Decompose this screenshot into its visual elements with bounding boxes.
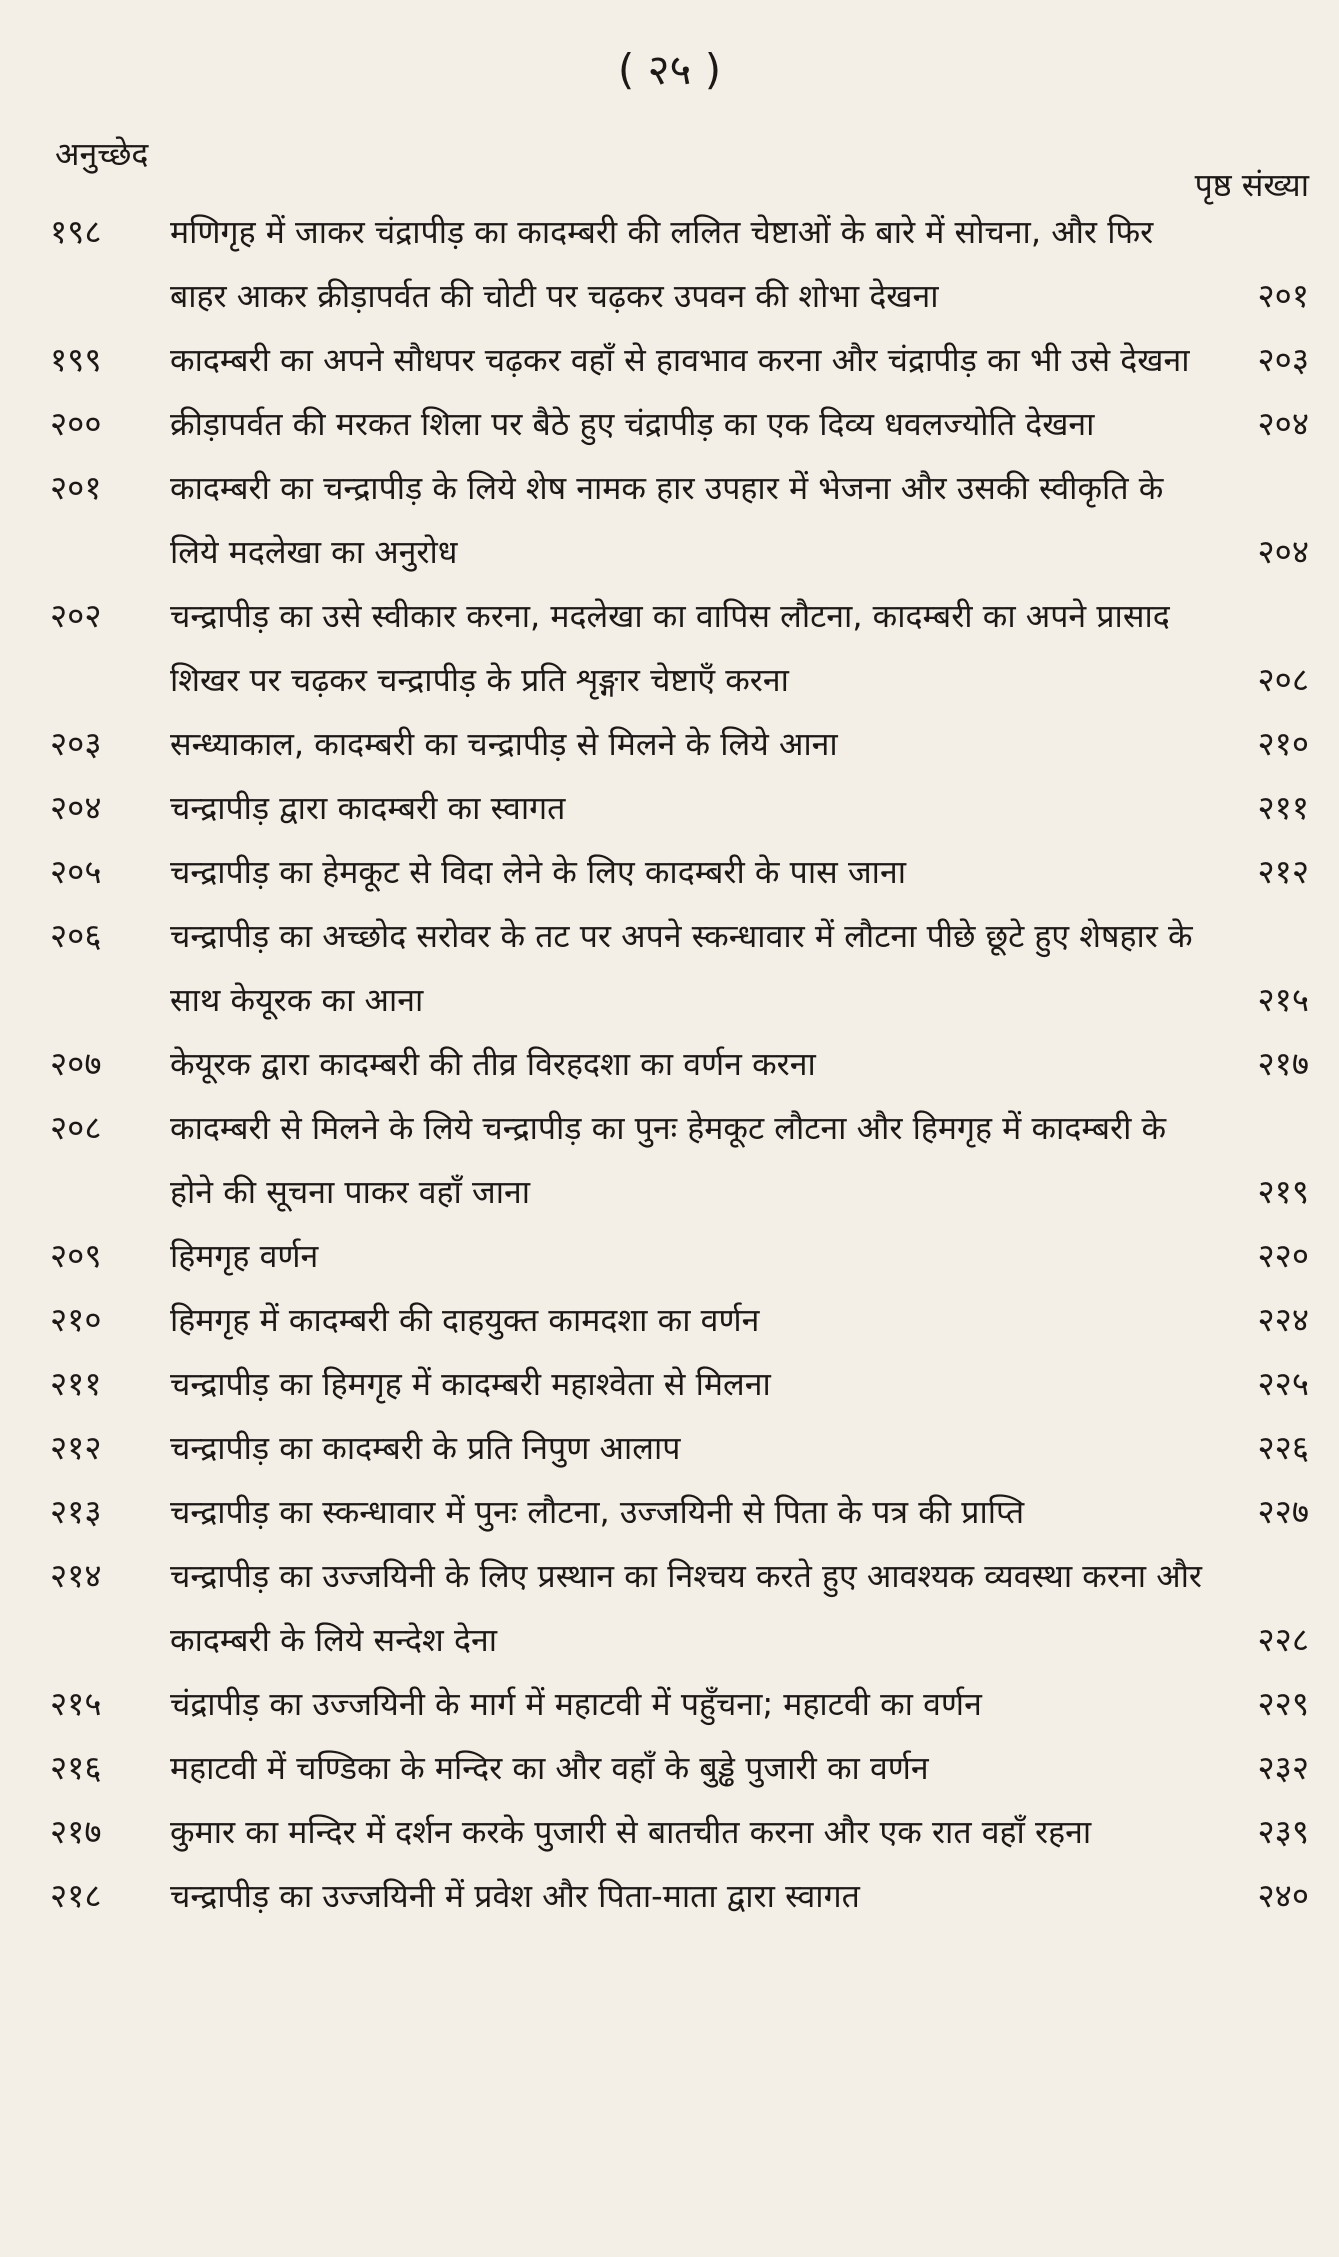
entry-title: क्रीड़ापर्वत की मरकत शिला पर बैठे हुए चंद्रापीड़ का एक दिव्य धवलज्योति देखना xyxy=(170,405,1095,443)
entry-page-number: २२४ xyxy=(1257,1300,1309,1339)
toc-entry xyxy=(0,1736,1339,1800)
entry-title: हिमगृह में कादम्बरी की दाहयुक्त कामदशा का वर्णन xyxy=(170,1301,760,1339)
entry-title: कुमार का मन्दिर में दर्शन करके पुजारी से बातचीत करना और एक रात वहाँ रहना xyxy=(170,1813,1092,1851)
entry-title: चन्द्रापीड़ का अच्छोद सरोवर के तट पर अपने स्कन्धावार में लौटना पीछे छूटे हुए शेषहार के साथ केयूरक का आना xyxy=(170,917,1193,1019)
entry-number: २०० xyxy=(50,404,102,443)
toc-entry xyxy=(0,1800,1339,1864)
toc-entry xyxy=(0,1032,1339,1096)
entry-number: २०४ xyxy=(50,788,102,827)
entry-page-number: २०३ xyxy=(1257,340,1309,379)
entry-number: २१४ xyxy=(50,1556,102,1595)
toc-entry xyxy=(0,1096,1339,1224)
entry-page-number: २४० xyxy=(1257,1876,1309,1915)
entry-page-number: २२६ xyxy=(1257,1428,1309,1467)
entry-number: २१५ xyxy=(50,1684,102,1723)
entry-title: कादम्बरी का चन्द्रापीड़ के लिये शेष नामक हार उपहार में भेजना और उसकी स्वीकृति के लिये मदलेखा का अनुरोध xyxy=(170,469,1164,571)
toc-entry xyxy=(0,392,1339,456)
entry-number: २०७ xyxy=(50,1044,102,1083)
entry-title: चन्द्रापीड़ का कादम्बरी के प्रति निपुण आलाप xyxy=(170,1429,681,1467)
toc-entry xyxy=(0,904,1339,1032)
entry-page-number: २०४ xyxy=(1257,532,1309,571)
entry-page-number: २२५ xyxy=(1257,1364,1309,1403)
entry-page-number: २०८ xyxy=(1257,660,1309,699)
toc-entry xyxy=(0,456,1339,584)
entry-page-number: २१२ xyxy=(1257,852,1309,891)
page-number: ( २५ ) xyxy=(617,45,722,94)
entry-title: चन्द्रापीड़ का हेमकूट से विदा लेने के लिए कादम्बरी के पास जाना xyxy=(170,853,907,891)
entry-title: चन्द्रापीड़ का हिमगृह में कादम्बरी महाश्वेता से मिलना xyxy=(170,1365,771,1403)
entry-number: २०१ xyxy=(50,468,102,507)
entry-number: २०८ xyxy=(50,1108,102,1147)
entry-page-number: २०४ xyxy=(1257,404,1309,443)
entry-number: २०२ xyxy=(50,596,102,635)
entry-page-number: २११ xyxy=(1257,788,1309,827)
table-of-contents xyxy=(0,200,1339,1928)
toc-entry xyxy=(0,776,1339,840)
entry-page-number: २२७ xyxy=(1257,1492,1309,1531)
entry-number: १९८ xyxy=(50,212,102,251)
entry-number: २११ xyxy=(50,1364,102,1403)
entry-number: २१७ xyxy=(50,1812,102,1851)
entry-title: सन्ध्याकाल, कादम्बरी का चन्द्रापीड़ से मिलने के लिये आना xyxy=(170,725,838,763)
entry-title: मणिगृह में जाकर चंद्रापीड़ का कादम्बरी की ललित चेष्टाओं के बारे में सोचना, और फिर बाहर आकर क्रीड़ापर्वत की चोटी पर चढ़कर उपवन की शोभा देखना xyxy=(170,213,1154,315)
toc-entry xyxy=(0,1352,1339,1416)
entry-page-number: २२९ xyxy=(1257,1684,1309,1723)
entry-title: कादम्बरी से मिलने के लिये चन्द्रापीड़ का पुनः हेमकूट लौटना और हिमगृह में कादम्बरी के होने की सूचना पाकर वहाँ जाना xyxy=(170,1109,1167,1211)
entry-page-number: २३२ xyxy=(1257,1748,1309,1787)
entry-page-number: २१७ xyxy=(1257,1044,1309,1083)
entry-number: २१२ xyxy=(50,1428,102,1467)
entry-number: २०६ xyxy=(50,916,102,955)
toc-entry xyxy=(0,1480,1339,1544)
toc-entry xyxy=(0,1864,1339,1928)
entry-number: २०९ xyxy=(50,1236,102,1275)
entry-page-number: २०१ xyxy=(1257,276,1309,315)
entry-title: कादम्बरी का अपने सौधपर चढ़कर वहाँ से हावभाव करना और चंद्रापीड़ का भी उसे देखना xyxy=(170,341,1190,379)
entry-number: २०३ xyxy=(50,724,102,763)
entry-number: २१० xyxy=(50,1300,102,1339)
entry-title: चन्द्रापीड़ का स्कन्धावार में पुनः लौटना, उज्जयिनी से पिता के पत्र की प्राप्ति xyxy=(170,1493,1025,1531)
toc-entry xyxy=(0,328,1339,392)
column-header-section: अनुच्छेद xyxy=(55,135,149,173)
entry-number: २१३ xyxy=(50,1492,102,1531)
entry-page-number: २१० xyxy=(1257,724,1309,763)
toc-entry xyxy=(0,584,1339,712)
toc-entry xyxy=(0,1416,1339,1480)
entry-title: चन्द्रापीड़ का उज्जयिनी में प्रवेश और पिता-माता द्वारा स्वागत xyxy=(170,1877,860,1915)
entry-title: हिमगृह वर्णन xyxy=(170,1237,319,1275)
entry-number: १९९ xyxy=(50,340,102,379)
entry-title: चन्द्रापीड़ का उज्जयिनी के लिए प्रस्थान का निश्चय करते हुए आवश्यक व्यवस्था करना और कादम्बरी के लिये सन्देश देना xyxy=(170,1557,1203,1659)
entry-page-number: २३९ xyxy=(1257,1812,1309,1851)
toc-entry xyxy=(0,1672,1339,1736)
toc-entry xyxy=(0,1544,1339,1672)
entry-page-number: २१५ xyxy=(1257,980,1309,1019)
entry-title: चन्द्रापीड़ का उसे स्वीकार करना, मदलेखा का वापिस लौटना, कादम्बरी का अपने प्रासाद शिखर पर चढ़कर चन्द्रापीड़ के प्रति शृङ्गार चेष्टाएँ करना xyxy=(170,597,1170,699)
entry-page-number: २१९ xyxy=(1257,1172,1309,1211)
toc-entry xyxy=(0,1224,1339,1288)
entry-title: केयूरक द्वारा कादम्बरी की तीव्र विरहदशा का वर्णन करना xyxy=(170,1045,816,1083)
entry-page-number: २२८ xyxy=(1257,1620,1309,1659)
entry-number: २०५ xyxy=(50,852,102,891)
toc-entry xyxy=(0,840,1339,904)
entry-number: २१६ xyxy=(50,1748,102,1787)
entry-number: २१८ xyxy=(50,1876,102,1915)
entry-title: चन्द्रापीड़ द्वारा कादम्बरी का स्वागत xyxy=(170,789,566,827)
entry-title: चंद्रापीड़ का उज्जयिनी के मार्ग में महाटवी में पहुँचना; महाटवी का वर्णन xyxy=(170,1685,982,1723)
entry-title: महाटवी में चण्डिका के मन्दिर का और वहाँ के बुड्ढे पुजारी का वर्णन xyxy=(170,1749,929,1787)
column-header-page: पृष्ठ संख्या xyxy=(1194,166,1309,204)
toc-entry xyxy=(0,712,1339,776)
toc-entry xyxy=(0,200,1339,328)
entry-page-number: २२० xyxy=(1257,1236,1309,1275)
toc-entry xyxy=(0,1288,1339,1352)
